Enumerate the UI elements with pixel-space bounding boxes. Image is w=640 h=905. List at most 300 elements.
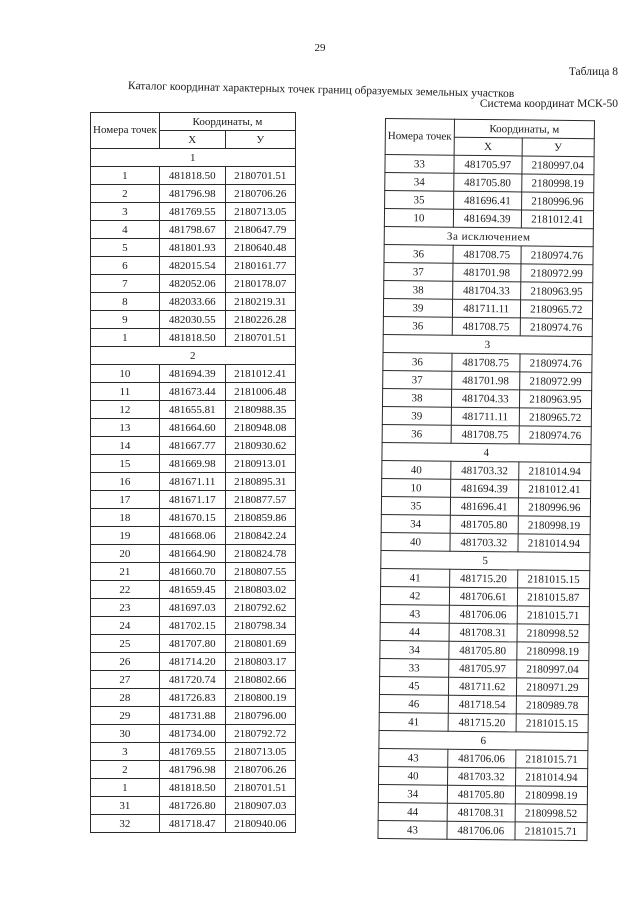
y-coordinate-cell: 2181015.71 [515, 822, 588, 841]
point-number-cell: 6 [91, 257, 160, 275]
section-label: 6 [379, 730, 588, 750]
point-number-cell: 31 [91, 797, 160, 815]
point-number-cell: 40 [379, 766, 448, 785]
y-coordinate-cell: 2180913.01 [225, 455, 295, 473]
section-row [383, 334, 592, 354]
table-row [379, 676, 588, 696]
x-coordinate-cell: 481664.90 [159, 545, 225, 563]
point-number-cell: 41 [379, 712, 448, 731]
x-coordinate-cell: 481694.39 [450, 479, 518, 498]
x-coordinate-cell: 481715.20 [449, 569, 517, 588]
table-row [91, 725, 296, 743]
y-coordinate-cell: 2180713.05 [225, 743, 295, 761]
x-coordinate-cell: 482015.54 [159, 257, 225, 275]
y-coordinate-cell: 2180998.52 [515, 804, 588, 823]
point-number-cell: 34 [385, 173, 454, 192]
y-coordinate-cell: 2180701.51 [225, 167, 295, 185]
y-coordinate-cell: 2180798.34 [225, 617, 295, 635]
table-row [91, 509, 296, 527]
y-coordinate-cell: 2180161.77 [225, 257, 295, 275]
y-coordinate-cell: 2181014.94 [518, 534, 591, 553]
point-number-cell: 10 [91, 365, 160, 383]
header-x: X [159, 131, 225, 149]
table-caption: Каталог координат характерных точек границ образуемых земельных участков [127, 80, 515, 101]
y-coordinate-cell: 2180965.72 [519, 408, 592, 427]
y-coordinate-cell: 2180972.99 [520, 264, 593, 283]
x-coordinate-cell: 481726.83 [159, 689, 225, 707]
point-number-cell: 36 [383, 316, 452, 335]
table-row [383, 316, 592, 336]
table-row [383, 352, 592, 372]
x-coordinate-cell: 481718.54 [448, 695, 516, 714]
point-number-cell: 44 [378, 802, 447, 821]
y-coordinate-cell: 2180647.79 [225, 221, 295, 239]
point-number-cell: 3 [91, 743, 160, 761]
table-row [91, 653, 296, 671]
table-row [379, 766, 588, 786]
x-coordinate-cell: 481818.50 [159, 779, 225, 797]
y-coordinate-cell: 2180801.69 [225, 635, 295, 653]
y-coordinate-cell: 2180713.05 [225, 203, 295, 221]
point-number-cell: 7 [91, 275, 160, 293]
point-number-cell: 2 [91, 761, 160, 779]
table-row [381, 514, 590, 534]
y-coordinate-cell: 2180226.28 [225, 311, 295, 329]
point-number-cell: 40 [381, 532, 450, 551]
point-number-cell: 17 [91, 491, 160, 509]
point-number-cell: 29 [91, 707, 160, 725]
header-y: У [225, 131, 295, 149]
y-coordinate-cell: 2180930.62 [225, 437, 295, 455]
table-row [381, 532, 590, 552]
x-coordinate-cell: 481769.55 [159, 203, 225, 221]
y-coordinate-cell: 2180800.19 [225, 689, 295, 707]
y-coordinate-cell: 2180998.19 [516, 642, 589, 661]
table-row [91, 545, 296, 563]
point-number-cell: 33 [385, 155, 454, 174]
x-coordinate-cell: 481704.33 [452, 281, 520, 300]
y-coordinate-cell: 2180640.48 [225, 239, 295, 257]
table-row [382, 460, 591, 480]
x-coordinate-cell: 481726.80 [159, 797, 225, 815]
point-number-cell: 3 [91, 203, 160, 221]
table-row [381, 496, 590, 516]
x-coordinate-cell: 481664.60 [159, 419, 225, 437]
table-row [382, 388, 591, 408]
point-number-cell: 27 [91, 671, 160, 689]
y-coordinate-cell: 2180989.78 [516, 696, 589, 715]
table-row [380, 622, 589, 642]
table-row [91, 473, 296, 491]
y-coordinate-cell: 2181014.94 [518, 462, 591, 481]
table-row [91, 635, 296, 653]
table-row [379, 694, 588, 714]
point-number-cell: 36 [383, 352, 452, 371]
point-number-cell: 40 [382, 460, 451, 479]
point-number-cell: 16 [91, 473, 160, 491]
table-row [91, 617, 296, 635]
y-coordinate-cell: 2180998.52 [517, 624, 590, 643]
x-coordinate-cell: 481694.39 [453, 209, 521, 228]
x-coordinate-cell: 481705.80 [450, 515, 518, 534]
x-coordinate-cell: 481708.75 [451, 425, 519, 444]
y-coordinate-cell: 2181014.94 [515, 768, 588, 787]
point-number-cell: 43 [380, 604, 449, 623]
table-row [378, 820, 587, 840]
table-row [91, 671, 296, 689]
point-number-cell: 15 [91, 455, 160, 473]
x-coordinate-cell: 481705.80 [447, 785, 515, 804]
table-row [91, 491, 296, 509]
point-number-cell: 34 [380, 640, 449, 659]
point-number-cell: 10 [384, 209, 453, 228]
header-coordinates: Координаты, м [159, 113, 295, 131]
point-number-cell: 33 [380, 658, 449, 677]
y-coordinate-cell: 2180802.66 [225, 671, 295, 689]
header-point-numbers: Номера точек [91, 113, 160, 149]
point-number-cell: 43 [379, 748, 448, 767]
table-row [91, 221, 296, 239]
x-coordinate-cell: 481668.06 [159, 527, 225, 545]
x-coordinate-cell: 481715.20 [448, 713, 516, 732]
table-row [91, 707, 296, 725]
point-number-cell: 14 [91, 437, 160, 455]
y-coordinate-cell: 2180963.95 [519, 390, 592, 409]
x-coordinate-cell: 481708.75 [453, 245, 521, 264]
x-coordinate-cell: 481706.06 [449, 605, 517, 624]
table-row [383, 298, 592, 318]
x-coordinate-cell: 482052.06 [159, 275, 225, 293]
x-coordinate-cell: 481671.11 [159, 473, 225, 491]
x-coordinate-cell: 481703.32 [451, 461, 519, 480]
table-row [385, 173, 594, 193]
table-row [91, 167, 296, 185]
table-row [91, 797, 296, 815]
table-label: Таблица 8 [568, 66, 618, 78]
y-coordinate-cell: 2181012.41 [225, 365, 295, 383]
y-coordinate-cell: 2180859.86 [225, 509, 295, 527]
x-coordinate-cell: 481673.44 [159, 383, 225, 401]
header-point-numbers: Номера точек [385, 119, 454, 156]
x-coordinate-cell: 481706.61 [449, 587, 517, 606]
y-coordinate-cell: 2180907.03 [225, 797, 295, 815]
table-row [379, 748, 588, 768]
point-number-cell: 39 [382, 406, 451, 425]
x-coordinate-cell: 481696.41 [450, 497, 518, 516]
point-number-cell: 34 [381, 514, 450, 533]
x-coordinate-cell: 481720.74 [159, 671, 225, 689]
y-coordinate-cell: 2180219.31 [225, 293, 295, 311]
point-number-cell: 1 [91, 329, 160, 347]
point-number-cell: 36 [384, 244, 453, 263]
table-row [91, 239, 296, 257]
y-coordinate-cell: 2180974.76 [520, 318, 593, 337]
y-coordinate-cell: 2180706.26 [225, 761, 295, 779]
section-row [381, 550, 590, 570]
x-coordinate-cell: 481711.11 [451, 407, 519, 426]
x-coordinate-cell: 481796.98 [159, 185, 225, 203]
point-number-cell: 37 [383, 370, 452, 389]
point-number-cell: 28 [91, 689, 160, 707]
table-row [384, 262, 593, 282]
table-row [91, 815, 296, 833]
table-row [91, 275, 296, 293]
y-coordinate-cell: 2180792.72 [225, 725, 295, 743]
table-row [91, 743, 296, 761]
x-coordinate-cell: 481769.55 [159, 743, 225, 761]
point-number-cell: 44 [380, 622, 449, 641]
x-coordinate-cell: 481818.50 [159, 167, 225, 185]
x-coordinate-cell: 481718.47 [159, 815, 225, 833]
x-coordinate-cell: 481705.80 [449, 641, 517, 660]
table-row [91, 527, 296, 545]
table-row [383, 370, 592, 390]
x-coordinate-cell: 481704.33 [451, 389, 519, 408]
table-row [380, 586, 589, 606]
section-label: За исключением [384, 226, 593, 246]
section-label: 3 [383, 334, 592, 354]
y-coordinate-cell: 2180895.31 [225, 473, 295, 491]
x-coordinate-cell: 481660.70 [159, 563, 225, 581]
section-row [384, 226, 593, 246]
x-coordinate-cell: 482033.66 [159, 293, 225, 311]
y-coordinate-cell: 2181015.87 [517, 588, 590, 607]
x-coordinate-cell: 481703.32 [450, 533, 518, 552]
point-number-cell: 38 [382, 388, 451, 407]
point-number-cell: 36 [382, 424, 451, 443]
header-coordinates: Координаты, м [454, 119, 594, 138]
point-number-cell: 21 [91, 563, 160, 581]
y-coordinate-cell: 2180807.55 [225, 563, 295, 581]
table-row [384, 244, 593, 264]
point-number-cell: 35 [385, 191, 454, 210]
y-coordinate-cell: 2180842.24 [225, 527, 295, 545]
point-number-cell: 1 [91, 779, 160, 797]
coordinate-system-label: Система координат МСК-50 [479, 98, 618, 110]
point-number-cell: 45 [379, 676, 448, 695]
page-number: 29 [314, 42, 326, 54]
x-coordinate-cell: 481734.00 [159, 725, 225, 743]
table-row [91, 437, 296, 455]
table-row [91, 329, 296, 347]
section-row [91, 149, 296, 167]
y-coordinate-cell: 2180972.99 [519, 372, 592, 391]
x-coordinate-cell: 481667.77 [159, 437, 225, 455]
x-coordinate-cell: 481714.20 [159, 653, 225, 671]
y-coordinate-cell: 2180997.04 [522, 156, 595, 175]
y-coordinate-cell: 2180971.29 [516, 678, 589, 697]
x-coordinate-cell: 481711.11 [452, 299, 520, 318]
x-coordinate-cell: 481705.97 [449, 659, 517, 678]
y-coordinate-cell: 2180974.76 [520, 354, 593, 373]
x-coordinate-cell: 481697.03 [159, 599, 225, 617]
point-number-cell: 13 [91, 419, 160, 437]
x-coordinate-cell: 481670.15 [159, 509, 225, 527]
section-row [91, 347, 296, 365]
y-coordinate-cell: 2181015.71 [517, 606, 590, 625]
table-row [91, 185, 296, 203]
x-coordinate-cell: 481818.50 [159, 329, 225, 347]
point-number-cell: 43 [378, 820, 447, 839]
table-row [91, 581, 296, 599]
x-coordinate-cell: 481708.75 [452, 317, 520, 336]
y-coordinate-cell: 2180998.19 [518, 516, 591, 535]
y-coordinate-cell: 2180948.08 [225, 419, 295, 437]
section-row [382, 442, 591, 462]
table-row [91, 779, 296, 797]
table-row [378, 784, 587, 804]
table-row [91, 311, 296, 329]
table-row [91, 203, 296, 221]
point-number-cell: 26 [91, 653, 160, 671]
y-coordinate-cell: 2180824.78 [225, 545, 295, 563]
point-number-cell: 37 [384, 262, 453, 281]
table-row [384, 280, 593, 300]
y-coordinate-cell: 2180988.35 [225, 401, 295, 419]
x-coordinate-cell: 481703.32 [447, 767, 515, 786]
x-coordinate-cell: 481671.17 [159, 491, 225, 509]
x-coordinate-cell: 481701.98 [452, 371, 520, 390]
table-row [382, 424, 591, 444]
x-coordinate-cell: 481655.81 [159, 401, 225, 419]
table-row [91, 383, 296, 401]
x-coordinate-cell: 481702.15 [159, 617, 225, 635]
header-x: X [454, 137, 522, 156]
point-number-cell: 22 [91, 581, 160, 599]
coordinates-table-right [377, 118, 595, 841]
section-label: 5 [381, 550, 590, 570]
table-row [380, 640, 589, 660]
section-label: 4 [382, 442, 591, 462]
section-label: 2 [91, 347, 296, 365]
y-coordinate-cell: 2181012.41 [521, 210, 594, 229]
point-number-cell: 24 [91, 617, 160, 635]
x-coordinate-cell: 481801.93 [159, 239, 225, 257]
x-coordinate-cell: 481659.45 [159, 581, 225, 599]
table-row [380, 604, 589, 624]
x-coordinate-cell: 481798.67 [159, 221, 225, 239]
x-coordinate-cell: 481708.75 [452, 353, 520, 372]
y-coordinate-cell: 2180965.72 [520, 300, 593, 319]
point-number-cell: 4 [91, 221, 160, 239]
table-row [91, 455, 296, 473]
y-coordinate-cell: 2181015.71 [515, 750, 588, 769]
x-coordinate-cell: 481708.31 [449, 623, 517, 642]
point-number-cell: 10 [382, 478, 451, 497]
y-coordinate-cell: 2181006.48 [225, 383, 295, 401]
x-coordinate-cell: 481706.06 [448, 749, 516, 768]
y-coordinate-cell: 2180940.06 [225, 815, 295, 833]
point-number-cell: 18 [91, 509, 160, 527]
point-number-cell: 34 [378, 784, 447, 803]
x-coordinate-cell: 481731.88 [159, 707, 225, 725]
table-row [91, 599, 296, 617]
y-coordinate-cell: 2180974.76 [519, 426, 592, 445]
y-coordinate-cell: 2180996.96 [521, 192, 594, 211]
y-coordinate-cell: 2180701.51 [225, 329, 295, 347]
x-coordinate-cell: 481669.98 [159, 455, 225, 473]
x-coordinate-cell: 481796.98 [159, 761, 225, 779]
y-coordinate-cell: 2181012.41 [518, 480, 591, 499]
point-number-cell: 20 [91, 545, 160, 563]
point-number-cell: 5 [91, 239, 160, 257]
y-coordinate-cell: 2180803.02 [225, 581, 295, 599]
point-number-cell: 38 [384, 280, 453, 299]
section-label: 1 [91, 149, 296, 167]
table-row [380, 658, 589, 678]
point-number-cell: 30 [91, 725, 160, 743]
y-coordinate-cell: 2180997.04 [516, 660, 589, 679]
table-row [382, 478, 591, 498]
y-coordinate-cell: 2180701.51 [225, 779, 295, 797]
y-coordinate-cell: 2181015.15 [517, 570, 590, 589]
table-row [91, 761, 296, 779]
point-number-cell: 25 [91, 635, 160, 653]
table-row [378, 802, 587, 822]
point-number-cell: 35 [381, 496, 450, 515]
x-coordinate-cell: 481711.62 [448, 677, 516, 696]
y-coordinate-cell: 2180796.00 [225, 707, 295, 725]
point-number-cell: 42 [380, 586, 449, 605]
y-coordinate-cell: 2180706.26 [225, 185, 295, 203]
table-row [385, 191, 594, 211]
x-coordinate-cell: 481701.98 [453, 263, 521, 282]
x-coordinate-cell: 481694.39 [159, 365, 225, 383]
y-coordinate-cell: 2180178.07 [225, 275, 295, 293]
y-coordinate-cell: 2180998.19 [521, 174, 594, 193]
table-row [381, 568, 590, 588]
point-number-cell: 46 [379, 694, 448, 713]
x-coordinate-cell: 481705.97 [454, 155, 522, 174]
point-number-cell: 11 [91, 383, 160, 401]
table-row [91, 293, 296, 311]
y-coordinate-cell: 2180963.95 [520, 282, 593, 301]
point-number-cell: 8 [91, 293, 160, 311]
table-row [91, 689, 296, 707]
point-number-cell: 2 [91, 185, 160, 203]
y-coordinate-cell: 2181015.15 [516, 714, 589, 733]
point-number-cell: 19 [91, 527, 160, 545]
section-row [379, 730, 588, 750]
coordinates-table-left [90, 112, 296, 833]
point-number-cell: 1 [91, 167, 160, 185]
y-coordinate-cell: 2180996.96 [518, 498, 591, 517]
point-number-cell: 12 [91, 401, 160, 419]
table-row [91, 419, 296, 437]
table-row [91, 401, 296, 419]
x-coordinate-cell: 481706.06 [447, 821, 515, 840]
table-row [382, 406, 591, 426]
x-coordinate-cell: 481696.41 [453, 191, 521, 210]
y-coordinate-cell: 2180974.76 [521, 246, 594, 265]
x-coordinate-cell: 481705.80 [454, 173, 522, 192]
table-row [379, 712, 588, 732]
y-coordinate-cell: 2180792.62 [225, 599, 295, 617]
x-coordinate-cell: 482030.55 [159, 311, 225, 329]
y-coordinate-cell: 2180803.17 [225, 653, 295, 671]
y-coordinate-cell: 2180998.19 [515, 786, 588, 805]
table-row [91, 365, 296, 383]
point-number-cell: 39 [383, 298, 452, 317]
point-number-cell: 23 [91, 599, 160, 617]
point-number-cell: 41 [381, 568, 450, 587]
point-number-cell: 32 [91, 815, 160, 833]
table-row [385, 155, 594, 175]
table-row [91, 257, 296, 275]
header-y: У [522, 138, 595, 157]
point-number-cell: 9 [91, 311, 160, 329]
x-coordinate-cell: 481707.80 [159, 635, 225, 653]
